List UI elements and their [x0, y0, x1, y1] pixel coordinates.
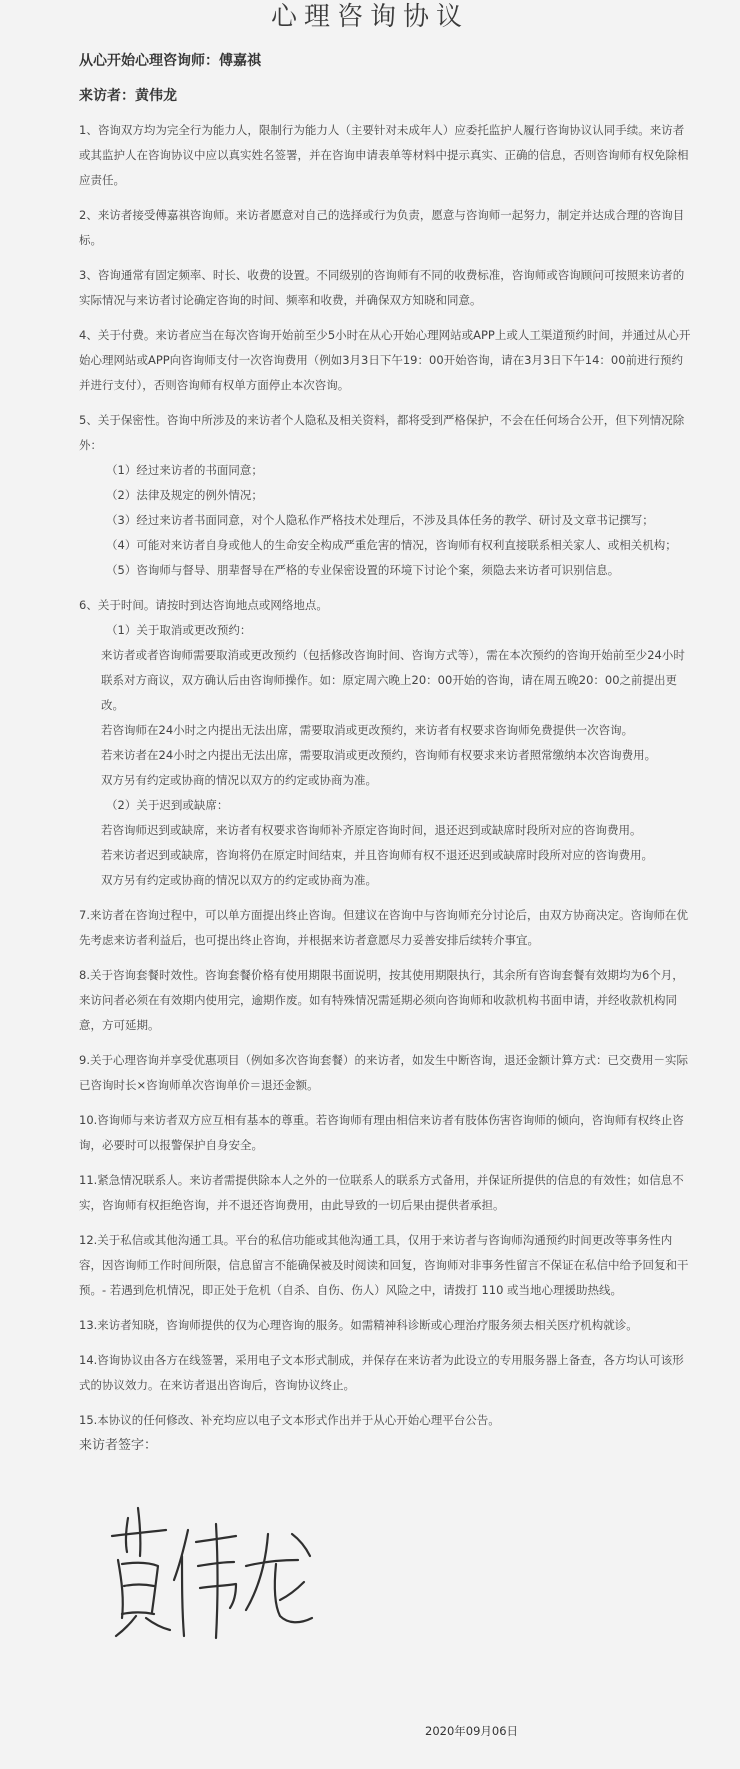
- clause-2: [79, 203, 691, 253]
- clause-10: [79, 1108, 691, 1158]
- clause-9: [79, 1048, 691, 1098]
- clause-14: [79, 1348, 691, 1398]
- clause-1: [79, 118, 691, 193]
- exception-item: （5）咨询师与督导、朋辈督导在严格的专业保密设置的环境下讨论个案，须隐去来访者可识别信息。: [106, 563, 620, 577]
- detail-text: 若咨询师迟到或缺席，来访者有权要求咨询师补齐原定咨询时间，退还迟到或缺席时段所对应的咨询费用。: [101, 823, 642, 837]
- clause-5-exceptions: [79, 458, 691, 583]
- detail-text: 来访者或者咨询师需要取消或更改预约（包括修改咨询时间、咨询方式等），需在本次预约的咨询开始前至少24小时联系对方商议，双方确认后由咨询师操作。如：原定周六晚上20：00开始的咨询，请在周五晚20：00之前提出更改。: [101, 648, 685, 712]
- clause-13: [79, 1313, 691, 1338]
- clause-6: [79, 593, 691, 618]
- agreement-clauses: [79, 118, 691, 1443]
- counselor-name: 从心开始心理咨询师：傅嘉祺: [79, 53, 261, 69]
- signature-label: 来访者签字：: [79, 1438, 158, 1453]
- clause-text: 5、关于保密性。咨询中所涉及的来访者个人隐私及相关资料，都将受到严格保护，不会在任何场合公开，但下列情况除外：: [79, 413, 685, 452]
- signing-date: 2020年09月06日: [425, 1724, 519, 1738]
- clause-text: 2、来访者接受傅嘉祺咨询师。来访者愿意对自己的选择或行为负责，愿意与咨询师一起努力，制定并达成合理的咨询目标。: [79, 208, 685, 247]
- clause-text: 12.关于私信或其他沟通工具。平台的私信功能或其他沟通工具，仅用于来访者与咨询师沟通预约时间更改等事务性内容，因咨询师工作时间所限，信息留言不能确保被及时阅读和回复，咨询师对非事务性留言不保证在私信中给予回复和干预。- 若遇到危机情况，即正处于危机（自杀、自伤、伤人）风险之中，请拨打 110 或当地心理援助热线。: [79, 1233, 689, 1297]
- clause-text: 7.来访者在咨询过程中，可以单方面提出终止咨询。但建议在咨询中与咨询师充分讨论后，由双方协商决定。咨询师在优先考虑来访者利益后，也可提出终止咨询，并根据来访者意愿尽力妥善安排后续转介事宜。: [79, 908, 688, 947]
- clause-3: [79, 263, 691, 313]
- clause-text: 8.关于咨询套餐时效性。咨询套餐价格有使用期限书面说明，按其使用期限执行，其余所有咨询套餐有效期均为6个月，来访问者必须在有效期内使用完，逾期作废。如有特殊情况需延期必须向咨询师和收款机构书面申请，并经收款机构同意，方可延期。: [79, 968, 684, 1032]
- clause-text: 3、咨询通常有固定频率、时长、收费的设置。不同级别的咨询师有不同的收费标准，咨询师或咨询顾问可按照来访者的实际情况与来访者讨论确定咨询的时间、频率和收费，并确保双方知晓和同意。: [79, 268, 685, 307]
- detail-text: 若来访者在24小时之内提出无法出席，需要取消或更改预约，咨询师有权要求来访者照常缴纳本次咨询费用。: [101, 748, 657, 762]
- exception-item: （4）可能对来访者自身或他人的生命安全构成严重危害的情况，咨询师有权利直接联系相关家人、或相关机构；: [106, 538, 677, 552]
- clause-text: 14.咨询协议由各方在线签署，采用电子文本形式制成，并保存在来访者为此设立的专用服务器上备查，各方均认可该形式的协议效力。在来访者退出咨询后，咨询协议终止。: [79, 1353, 684, 1392]
- clause-8: [79, 963, 691, 1038]
- clause-text: 10.咨询师与来访者双方应互相有基本的尊重。若咨询师有理由相信来访者有肢体伤害咨询师的倾向，咨询师有权终止咨询，必要时可以报警保护自身安全。: [79, 1113, 684, 1152]
- exception-item: （3）经过来访者书面同意，对个人隐私作严格技术处理后，不涉及具体任务的教学、研讨及文章书记撰写；: [106, 513, 654, 527]
- clause-text: 9.关于心理咨询并享受优惠项目（例如多次咨询套餐）的来访者，如发生中断咨询，退还金额计算方式：已交费用－实际已咨询时长×咨询师单次咨询单价＝退还金额。: [79, 1053, 688, 1092]
- clause-15: [79, 1408, 691, 1433]
- clause-text: 4、关于付费。来访者应当在每次咨询开始前至少5小时在从心开始心理网站或APP上或人工渠道预约时间，并通过从心开始心理网站或APP向咨询师支付一次咨询费用（例如3月3日下午19：00开始咨询，请在3月3日下午14：00前进行预约并进行支付），否则咨询师有权单方面停止本次咨询。: [79, 328, 691, 392]
- detail-text: 若来访者迟到或缺席，咨询将仍在原定时间结束，并且咨询师有权不退还迟到或缺席时段所对应的咨询费用。: [101, 848, 653, 862]
- document-title: 心理咨询协议: [270, 2, 469, 32]
- detail-text: 若咨询师在24小时之内提出无法出席，需要取消或更改预约，来访者有权要求咨询师免费提供一次咨询。: [101, 723, 634, 737]
- clause-text: 11.紧急情况联系人。来访者需提供除本人之外的一位联系人的联系方式备用，并保证所提供的信息的有效性；如信息不实，咨询师有权拒绝咨询，并不退还咨询费用，由此导致的一切后果由提供者承担。: [79, 1173, 684, 1212]
- clause-text: 13.来访者知晓，咨询师提供的仅为心理咨询的服务。如需精神科诊断或心理治疗服务须去相关医疗机构就诊。: [79, 1318, 638, 1332]
- clause-12: [79, 1228, 691, 1303]
- detail-text: 双方另有约定或协商的情况以双方的约定或协商为准。: [101, 773, 377, 787]
- clause-7: [79, 903, 691, 953]
- exception-item: （1）经过来访者的书面同意；: [106, 463, 263, 477]
- detail-text: 双方另有约定或协商的情况以双方的约定或协商为准。: [101, 873, 377, 887]
- exception-item: （2）法律及规定的例外情况；: [106, 488, 263, 502]
- clause-6-details: [79, 618, 691, 893]
- clause-4: [79, 323, 691, 398]
- clause-5: [79, 408, 691, 458]
- client-name: 来访者：黄伟龙: [79, 88, 177, 104]
- handwritten-signature: [100, 1490, 330, 1640]
- sub-heading: （2）关于迟到或缺席：: [106, 798, 229, 812]
- clause-11: [79, 1168, 691, 1218]
- clause-text: 15.本协议的任何修改、补充均应以电子文本形式作出并于从心开始心理平台公告。: [79, 1413, 500, 1427]
- sub-heading: （1）关于取消或更改预约：: [106, 623, 252, 637]
- clause-text: 1、咨询双方均为完全行为能力人，限制行为能力人（主要针对未成年人）应委托监护人履行咨询协议认同手续。来访者或其监护人在咨询协议中应以真实姓名签署，并在咨询申请表单等材料中提示真实、正确的信息，否则咨询师有权免除相应责任。: [79, 123, 689, 187]
- clause-text: 6、关于时间。请按时到达咨询地点或网络地点。: [79, 598, 328, 612]
